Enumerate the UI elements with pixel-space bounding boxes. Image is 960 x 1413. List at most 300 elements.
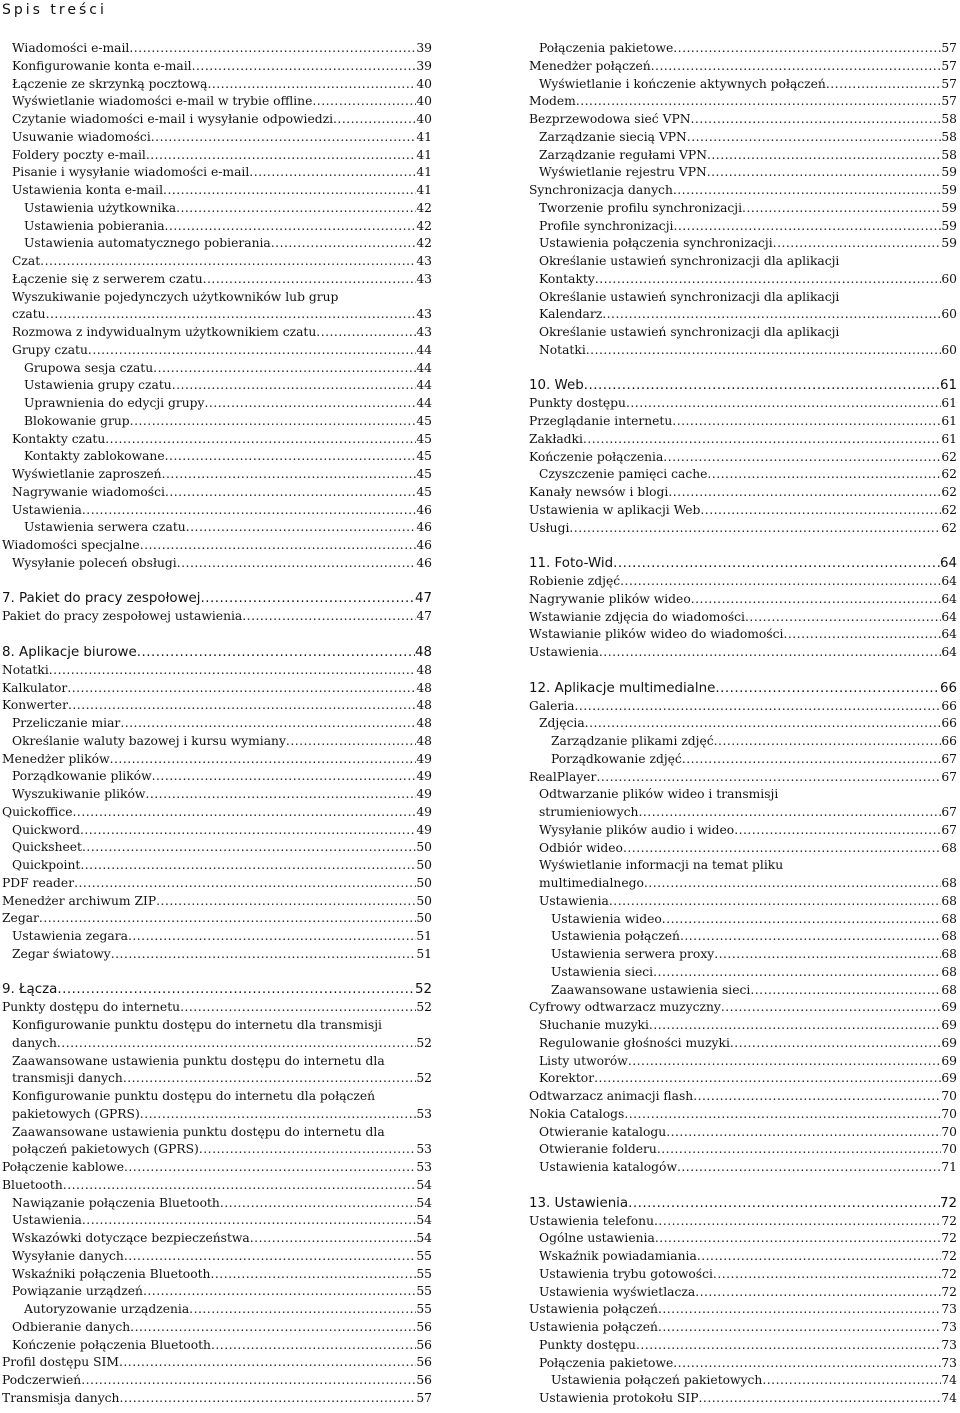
toc-entry[interactable] bbox=[529, 129, 957, 147]
toc-entry[interactable] bbox=[529, 1337, 957, 1355]
toc-entry[interactable] bbox=[529, 626, 957, 644]
toc-dot-leader bbox=[211, 1337, 416, 1355]
toc-entry-title: Nawiązanie połączenia Bluetooth bbox=[12, 1195, 220, 1210]
toc-entry[interactable] bbox=[529, 733, 957, 751]
toc-entry[interactable] bbox=[2, 875, 432, 893]
toc-page-number: 59 bbox=[941, 183, 957, 197]
toc-page-number: 49 bbox=[416, 769, 432, 784]
toc-entry-title: Łączenie ze skrzynką pocztową bbox=[12, 76, 208, 91]
toc-page-number: 54 bbox=[416, 1177, 432, 1192]
toc-entry[interactable] bbox=[2, 1017, 432, 1035]
toc-entry[interactable] bbox=[2, 715, 432, 733]
toc-entry[interactable] bbox=[529, 1213, 957, 1231]
toc-entry[interactable] bbox=[2, 1266, 432, 1284]
toc-entry[interactable] bbox=[529, 1372, 957, 1390]
toc-dot-leader bbox=[651, 58, 942, 76]
toc-entry[interactable] bbox=[529, 1284, 957, 1302]
toc-entry[interactable] bbox=[2, 1283, 432, 1301]
toc-entry[interactable] bbox=[2, 1354, 432, 1372]
toc-entry[interactable] bbox=[529, 1124, 957, 1142]
toc-entry-title: Porządkowanie plików bbox=[12, 769, 152, 784]
toc-page-number: 67 bbox=[941, 769, 957, 784]
toc-entry[interactable] bbox=[2, 218, 432, 236]
toc-dot-leader bbox=[119, 1354, 416, 1372]
toc-entry[interactable] bbox=[2, 1141, 432, 1159]
toc-page-number: 72 bbox=[941, 1284, 957, 1299]
toc-page-number: 44 bbox=[416, 360, 432, 375]
toc-entry[interactable] bbox=[529, 1017, 957, 1035]
toc-entry-title: Ustawienia protokołu SIP bbox=[539, 1391, 699, 1405]
toc-page-number: 54 bbox=[416, 1195, 432, 1210]
toc-entry[interactable] bbox=[529, 1106, 957, 1124]
toc-dot-leader bbox=[668, 484, 941, 502]
toc-page-number: 71 bbox=[941, 1160, 957, 1174]
toc-entry-title: Powiązanie urządzeń bbox=[12, 1284, 143, 1299]
toc-page-number: 66 bbox=[941, 734, 957, 748]
toc-entry[interactable] bbox=[2, 928, 432, 946]
toc-entry[interactable] bbox=[529, 1301, 957, 1319]
toc-entry[interactable] bbox=[2, 1301, 432, 1319]
toc-entry[interactable] bbox=[2, 271, 432, 289]
toc-entry[interactable] bbox=[529, 271, 957, 289]
toc-entry-title: Czyszczenie pamięci cache bbox=[539, 467, 708, 482]
toc-entry[interactable] bbox=[529, 840, 957, 858]
toc-entry-title: Modem bbox=[529, 94, 576, 109]
toc-entry[interactable] bbox=[529, 502, 957, 520]
toc-page-number: 44 bbox=[416, 378, 432, 393]
toc-entry[interactable] bbox=[2, 999, 432, 1017]
toc-dot-leader bbox=[46, 306, 417, 324]
toc-dot-leader bbox=[783, 626, 941, 644]
toc-page-number: 48 bbox=[416, 698, 432, 713]
toc-chapter-heading[interactable] bbox=[2, 644, 432, 662]
toc-entry[interactable] bbox=[529, 93, 957, 111]
toc-dot-leader bbox=[602, 306, 941, 324]
toc-entry[interactable] bbox=[529, 769, 957, 787]
toc-page-number: 46 bbox=[416, 538, 432, 552]
toc-dot-leader bbox=[82, 1212, 416, 1230]
toc-dot-leader bbox=[250, 1230, 417, 1248]
toc-entry-title: Konwerter bbox=[2, 698, 68, 713]
toc-entry-title: Grupy czatu bbox=[12, 342, 88, 357]
toc-entry[interactable] bbox=[529, 395, 957, 413]
toc-page-number: 39 bbox=[416, 41, 432, 55]
toc-entry[interactable] bbox=[529, 609, 957, 627]
toc-entry[interactable] bbox=[529, 698, 957, 716]
toc-page-number: 48 bbox=[416, 716, 432, 730]
toc-entry[interactable] bbox=[2, 839, 432, 857]
toc-entry[interactable] bbox=[2, 946, 432, 964]
toc-entry[interactable] bbox=[2, 360, 432, 378]
toc-entry-title: Zegar bbox=[2, 911, 39, 926]
toc-page-number: 52 bbox=[416, 1000, 432, 1015]
toc-entry[interactable] bbox=[2, 129, 432, 147]
toc-entry-title: Odtwarzacz animacji flash bbox=[529, 1089, 694, 1103]
toc-entry[interactable] bbox=[2, 910, 432, 928]
toc-page-number: 46 bbox=[416, 555, 432, 570]
toc-entry[interactable] bbox=[529, 1266, 957, 1284]
toc-entry[interactable] bbox=[529, 1159, 957, 1177]
toc-entry-title: Notatki bbox=[2, 662, 49, 677]
toc-entry[interactable] bbox=[2, 466, 432, 484]
toc-entry-title: Otwieranie folderu bbox=[539, 1142, 657, 1157]
toc-entry[interactable] bbox=[2, 342, 432, 360]
toc-page-number: 54 bbox=[416, 1213, 432, 1228]
toc-entry[interactable] bbox=[2, 431, 432, 449]
toc-entry[interactable] bbox=[2, 1248, 432, 1266]
toc-entry[interactable] bbox=[2, 1319, 432, 1337]
toc-chapter-heading[interactable] bbox=[2, 981, 432, 999]
toc-dot-leader bbox=[714, 946, 941, 964]
toc-entry-title: Ustawienia bbox=[12, 502, 82, 517]
toc-page-number: 60 bbox=[941, 342, 957, 357]
toc-entry[interactable] bbox=[2, 857, 432, 875]
toc-dot-leader bbox=[713, 1266, 941, 1284]
toc-entry[interactable] bbox=[529, 1035, 957, 1053]
toc-page-number: 62 bbox=[941, 467, 957, 482]
toc-page-number: 50 bbox=[416, 893, 432, 908]
toc-entry-title: Podczerwień bbox=[2, 1373, 82, 1387]
toc-entry[interactable] bbox=[2, 1390, 432, 1408]
toc-entry[interactable] bbox=[2, 804, 432, 822]
toc-entry-title: Ustawienia bbox=[539, 893, 609, 908]
toc-entry[interactable] bbox=[2, 733, 432, 751]
toc-entry[interactable] bbox=[529, 182, 957, 200]
toc-entry-title: Ustawienia bbox=[529, 645, 599, 659]
toc-page-number: 69 bbox=[941, 1053, 957, 1068]
toc-entry[interactable] bbox=[529, 751, 957, 769]
toc-entry[interactable] bbox=[529, 893, 957, 911]
toc-entry-title: Wysyłanie danych bbox=[12, 1248, 124, 1263]
toc-dot-leader bbox=[583, 431, 941, 449]
toc-entry-title: Określanie ustawień synchronizacji dla aplikacji bbox=[539, 254, 840, 268]
toc-page-number: 57 bbox=[941, 58, 957, 73]
toc-entry[interactable] bbox=[529, 573, 957, 591]
toc-entry[interactable] bbox=[529, 591, 957, 609]
toc-entry[interactable] bbox=[2, 76, 432, 94]
toc-page-number: 45 bbox=[416, 449, 432, 464]
toc-dot-leader bbox=[734, 822, 941, 840]
toc-right-column bbox=[529, 40, 957, 1408]
toc-entry[interactable] bbox=[529, 40, 957, 58]
toc-dot-leader bbox=[576, 93, 942, 111]
toc-entry[interactable] bbox=[2, 786, 432, 804]
toc-dot-leader bbox=[49, 662, 417, 680]
toc-page-number: 64 bbox=[941, 645, 957, 659]
toc-entry[interactable] bbox=[2, 822, 432, 840]
toc-entry[interactable] bbox=[2, 662, 432, 680]
toc-page-number: 73 bbox=[941, 1337, 957, 1352]
toc-entry[interactable] bbox=[529, 1319, 957, 1337]
toc-page-number: 48 bbox=[414, 644, 432, 660]
toc-dot-leader bbox=[714, 733, 942, 751]
toc-page-number: 59 bbox=[941, 165, 957, 180]
toc-entry[interactable] bbox=[529, 76, 957, 94]
toc-entry-title: Konfigurowanie punktu dostępu do internetu dla transmisji bbox=[12, 1018, 382, 1032]
toc-entry-title: Listy utworów bbox=[539, 1053, 628, 1068]
toc-page-number: 47 bbox=[414, 591, 432, 607]
toc-entry-title: Ustawienia w aplikacji Web bbox=[529, 502, 701, 517]
toc-page-number: 68 bbox=[941, 893, 957, 908]
toc-entry[interactable] bbox=[529, 1088, 957, 1106]
toc-dot-leader bbox=[124, 1248, 417, 1266]
toc-page-number: 70 bbox=[941, 1142, 957, 1157]
toc-entry[interactable] bbox=[2, 680, 432, 698]
toc-entry[interactable] bbox=[2, 1053, 432, 1071]
toc-entry[interactable] bbox=[2, 1035, 432, 1053]
toc-entry[interactable] bbox=[2, 751, 432, 769]
toc-entry[interactable] bbox=[529, 218, 957, 236]
toc-entry[interactable] bbox=[529, 324, 957, 342]
toc-entry-title: PDF reader bbox=[2, 875, 75, 890]
toc-entry[interactable] bbox=[2, 1106, 432, 1124]
toc-entry[interactable] bbox=[529, 999, 957, 1017]
toc-page-number: 41 bbox=[416, 129, 432, 144]
toc-entry[interactable] bbox=[529, 804, 957, 822]
toc-entry[interactable] bbox=[2, 484, 432, 502]
toc-dot-leader bbox=[156, 893, 416, 911]
toc-entry[interactable] bbox=[529, 1230, 957, 1248]
toc-dot-leader bbox=[575, 698, 942, 716]
toc-chapter-heading[interactable] bbox=[529, 377, 957, 395]
toc-entry[interactable] bbox=[529, 431, 957, 449]
toc-entry[interactable] bbox=[529, 520, 957, 538]
toc-dot-leader bbox=[210, 1266, 416, 1284]
toc-entry[interactable] bbox=[2, 519, 432, 537]
toc-dot-leader bbox=[119, 1390, 416, 1408]
toc-entry-title: Wstawianie plików wideo do wiadomości bbox=[529, 627, 784, 642]
toc-entry[interactable] bbox=[529, 786, 957, 804]
toc-page-number: 69 bbox=[941, 1071, 957, 1086]
toc-dot-leader bbox=[143, 1283, 416, 1301]
toc-page-number: 56 bbox=[416, 1373, 432, 1387]
toc-entry[interactable] bbox=[2, 537, 432, 555]
section-gap bbox=[2, 573, 432, 591]
toc-entry[interactable] bbox=[2, 395, 432, 413]
toc-entry[interactable] bbox=[2, 1124, 432, 1142]
toc-chapter-heading[interactable] bbox=[2, 590, 432, 608]
toc-page-number: 57 bbox=[941, 94, 957, 109]
toc-entry[interactable] bbox=[529, 111, 957, 129]
toc-entry-title: 8. Aplikacje biurowe bbox=[2, 644, 137, 660]
toc-entry-title: Ustawienia bbox=[12, 1213, 82, 1228]
toc-entry[interactable] bbox=[2, 164, 432, 182]
toc-entry[interactable] bbox=[529, 58, 957, 76]
toc-entry[interactable] bbox=[529, 1355, 957, 1373]
toc-entry[interactable] bbox=[2, 289, 432, 307]
toc-entry-title: Ustawienia grupy czatu bbox=[24, 378, 172, 393]
toc-entry[interactable] bbox=[2, 253, 432, 271]
toc-entry[interactable] bbox=[529, 235, 957, 253]
toc-dot-leader bbox=[673, 1355, 941, 1373]
toc-entry[interactable] bbox=[2, 306, 432, 324]
toc-dot-leader bbox=[620, 573, 941, 591]
toc-page-number: 41 bbox=[416, 147, 432, 162]
toc-dot-leader bbox=[120, 715, 416, 733]
toc-page-number: 43 bbox=[416, 325, 432, 339]
toc-page-number: 50 bbox=[416, 875, 432, 890]
toc-dot-leader bbox=[762, 1372, 941, 1390]
toc-entry[interactable] bbox=[529, 964, 957, 982]
toc-entry[interactable] bbox=[529, 644, 957, 662]
toc-entry[interactable] bbox=[529, 1248, 957, 1266]
toc-entry-title: Quicksheet bbox=[12, 840, 82, 855]
toc-entry[interactable] bbox=[2, 448, 432, 466]
toc-entry[interactable] bbox=[529, 875, 957, 893]
toc-entry[interactable] bbox=[529, 928, 957, 946]
toc-page-number: 50 bbox=[416, 858, 432, 872]
toc-entry[interactable] bbox=[2, 235, 432, 253]
toc-entry[interactable] bbox=[529, 911, 957, 929]
toc-entry[interactable] bbox=[529, 466, 957, 484]
toc-entry-title: 9. Łącza bbox=[2, 982, 58, 998]
toc-entry-title: Porządkowanie zdjęć bbox=[551, 751, 682, 766]
toc-entry[interactable] bbox=[529, 822, 957, 840]
toc-entry-title: Połączenia pakietowe bbox=[539, 1355, 674, 1370]
toc-entry[interactable] bbox=[2, 1195, 432, 1213]
toc-entry[interactable] bbox=[529, 200, 957, 218]
toc-entry-title: Regulowanie głośności muzyki bbox=[539, 1035, 730, 1050]
toc-entry-title: Ustawienia połączeń bbox=[529, 1302, 658, 1317]
toc-chapter-heading[interactable] bbox=[529, 1195, 957, 1213]
toc-dot-leader bbox=[745, 609, 941, 627]
toc-entry[interactable] bbox=[2, 413, 432, 431]
toc-dot-leader bbox=[655, 1230, 942, 1248]
toc-entry[interactable] bbox=[2, 1372, 432, 1390]
toc-entry[interactable] bbox=[2, 608, 432, 626]
toc-entry-title: Ustawienia automatycznego pobierania bbox=[24, 236, 271, 251]
toc-entry[interactable] bbox=[2, 502, 432, 520]
toc-entry-title: Określanie ustawień synchronizacji dla aplikacji bbox=[539, 289, 840, 304]
toc-page-number: 69 bbox=[941, 1018, 957, 1032]
toc-entry[interactable] bbox=[2, 377, 432, 395]
toc-entry-title: Przeliczanie miar bbox=[12, 716, 121, 730]
toc-page-number: 55 bbox=[416, 1266, 432, 1281]
toc-entry[interactable] bbox=[2, 1159, 432, 1177]
toc-entry-title: Blokowanie grup bbox=[24, 413, 130, 428]
toc-entry-title: Usuwanie wiadomości bbox=[12, 129, 151, 144]
toc-page-number: 72 bbox=[941, 1213, 957, 1228]
toc-page-number: 45 bbox=[416, 467, 432, 481]
toc-page-number: 45 bbox=[416, 413, 432, 428]
toc-page-number: 50 bbox=[416, 911, 432, 926]
toc-entry-title: Kalendarz bbox=[539, 307, 603, 322]
toc-entry[interactable] bbox=[2, 768, 432, 786]
toc-entry-title: Odtwarzanie plików wideo i transmisji bbox=[539, 787, 779, 802]
toc-entry[interactable] bbox=[2, 147, 432, 165]
section-gap bbox=[2, 964, 432, 982]
toc-entry[interactable] bbox=[2, 1337, 432, 1355]
toc-entry[interactable] bbox=[529, 147, 957, 165]
toc-dot-leader bbox=[649, 1017, 941, 1035]
toc-dot-leader bbox=[613, 555, 940, 573]
toc-entry[interactable] bbox=[2, 58, 432, 76]
toc-dot-leader bbox=[203, 271, 417, 289]
toc-dot-leader bbox=[316, 324, 416, 342]
toc-dot-leader bbox=[81, 1372, 416, 1390]
toc-entry[interactable] bbox=[529, 306, 957, 324]
toc-dot-leader bbox=[163, 182, 416, 200]
toc-dot-leader bbox=[176, 200, 416, 218]
toc-entry[interactable] bbox=[2, 111, 432, 129]
toc-entry-title: Ustawienia wyświetlacza bbox=[539, 1284, 696, 1299]
toc-dot-leader bbox=[137, 644, 415, 662]
toc-entry[interactable] bbox=[2, 1230, 432, 1248]
toc-entry[interactable] bbox=[529, 715, 957, 733]
toc-entry[interactable] bbox=[2, 1212, 432, 1230]
toc-dot-leader bbox=[653, 964, 941, 982]
toc-dot-leader bbox=[673, 40, 941, 58]
toc-page-number: 59 bbox=[941, 218, 957, 233]
toc-entry[interactable] bbox=[529, 449, 957, 467]
toc-entry[interactable] bbox=[2, 893, 432, 911]
toc-entry-title: Zarządzanie siecią VPN bbox=[539, 129, 687, 144]
toc-entry[interactable] bbox=[529, 1070, 957, 1088]
toc-page-number: 53 bbox=[416, 1160, 432, 1174]
toc-dot-leader bbox=[186, 519, 417, 537]
toc-entry[interactable] bbox=[2, 1088, 432, 1106]
toc-entry[interactable] bbox=[2, 697, 432, 715]
toc-page-number: 66 bbox=[939, 680, 957, 696]
toc-page-number: 69 bbox=[941, 1000, 957, 1015]
toc-dot-leader bbox=[707, 164, 942, 182]
toc-entry[interactable] bbox=[529, 289, 957, 307]
toc-entry-title: Wyświetlanie zaproszeń bbox=[12, 467, 162, 481]
toc-page-number: 56 bbox=[416, 1355, 432, 1370]
toc-entry[interactable] bbox=[529, 857, 957, 875]
toc-entry[interactable] bbox=[529, 164, 957, 182]
section-gap bbox=[529, 537, 957, 555]
toc-entry[interactable] bbox=[2, 182, 432, 200]
toc-dot-leader bbox=[162, 466, 417, 484]
toc-entry[interactable] bbox=[529, 253, 957, 271]
toc-entry[interactable] bbox=[2, 1177, 432, 1195]
toc-entry[interactable] bbox=[529, 1053, 957, 1071]
toc-page-number: 62 bbox=[941, 520, 957, 535]
toc-entry[interactable] bbox=[2, 200, 432, 218]
toc-entry[interactable] bbox=[529, 982, 957, 1000]
toc-page-number: 70 bbox=[941, 1124, 957, 1139]
toc-entry[interactable] bbox=[2, 40, 432, 58]
toc-dot-leader bbox=[105, 431, 416, 449]
toc-entry-title: Usługi bbox=[529, 520, 570, 535]
toc-page-number: 67 bbox=[941, 822, 957, 837]
toc-dot-leader bbox=[110, 751, 417, 769]
toc-entry[interactable] bbox=[529, 1141, 957, 1159]
toc-dot-leader bbox=[124, 1159, 416, 1177]
toc-entry[interactable] bbox=[529, 946, 957, 964]
toc-page-number: 42 bbox=[416, 200, 432, 215]
toc-entry-title: Zegar światowy bbox=[12, 946, 111, 961]
toc-dot-leader bbox=[242, 608, 416, 626]
toc-entry[interactable] bbox=[2, 1070, 432, 1088]
toc-entry[interactable] bbox=[529, 342, 957, 360]
toc-entry[interactable] bbox=[2, 324, 432, 342]
toc-entry[interactable] bbox=[529, 413, 957, 431]
toc-dot-leader bbox=[312, 93, 416, 111]
toc-entry-title: Konfigurowanie konta e-mail bbox=[12, 58, 192, 73]
toc-entry[interactable] bbox=[529, 1390, 957, 1408]
toc-entry[interactable] bbox=[529, 484, 957, 502]
toc-page-number: 74 bbox=[941, 1373, 957, 1388]
toc-dot-leader bbox=[286, 733, 416, 751]
toc-chapter-heading[interactable] bbox=[529, 555, 957, 573]
toc-entry-title: Bluetooth bbox=[2, 1177, 63, 1192]
toc-entry-title: Rozmowa z indywidualnym użytkownikiem czatu bbox=[12, 325, 317, 339]
toc-entry[interactable] bbox=[2, 93, 432, 111]
toc-chapter-heading[interactable] bbox=[529, 680, 957, 698]
toc-entry[interactable] bbox=[2, 555, 432, 573]
